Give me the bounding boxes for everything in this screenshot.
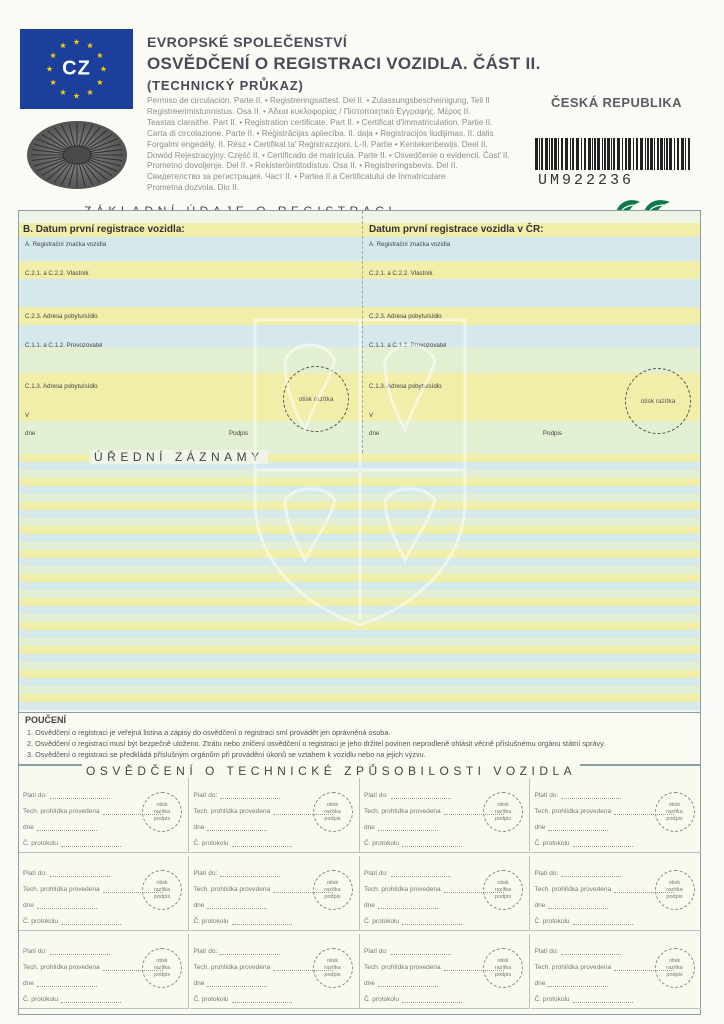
multilang-line: Prometno dovoljenje. Del II. • Rekisteröintitodistus. Osa II. • Registreringsbevis. Del II. [147,161,458,171]
stamp-area: otisk razítka [283,366,349,432]
instruction-item: 1. Osvědčení o registraci je veřejná listina a zápisy do osvědčení o registraci smí provádět jen oprávněná osoba. [27,728,391,737]
inspection-field-label: Č. protokolu [23,996,121,1003]
inspection-field-label: Tech. prohlídka provedena [364,808,504,815]
inspection-cell [360,778,530,853]
signature-label: Podpis [543,430,562,437]
multilang-line: Prometna dozvola. Dio II. [147,183,239,193]
inspection-cell [360,856,530,931]
first-registration-date-label: B. Datum první registrace vozidla: [23,224,185,235]
inspection-cell [531,778,701,853]
inspection-field-label: Č. protokolu [194,996,292,1003]
stamp-area: otisk razítka podpis [142,948,182,988]
inspection-field-label: Platí do: [535,870,622,877]
inspection-cell [531,856,701,931]
records-section-title: ÚŘEDNÍ ZÁZNAMY [90,450,268,464]
plate-label: A. Registrační značka vozidla [25,241,107,248]
inspection-field-label: Tech. prohlídka provedena [194,964,334,971]
plate-label: A. Registrační značka vozidla [369,241,451,248]
date-label: dne [369,430,380,437]
multilang-line: Permiso de circulación. Parte II. • Registreringsattest. Del II. • Zulassungsbescheinigung, Teil II [147,96,490,105]
serial-number: UM922236 [538,172,635,189]
stamp-area: otisk razítka podpis [483,870,523,910]
inspection-field-label: Tech. prohlídka provedena [364,964,504,971]
inspection-field-label: Tech. prohlídka provedena [364,886,504,893]
operator-label: C.1.1. a C.1.2. Provozovatel [25,342,103,349]
inspection-field-label: dne [23,902,97,909]
multilang-line: Forgalmi engedély. II. Rész • Ċertifikat ta' Reġistrazzjoni. L-II. Partie • Kentekenbewijs. Deel II. [147,139,488,149]
signature-label: Podpis [229,430,248,437]
eu-star-icon [50,79,56,85]
stamp-area: otisk razítka podpis [655,792,695,832]
date-label: dne [25,430,36,437]
inspection-cell [190,856,360,931]
country-code: CZ [62,57,91,80]
inspection-cell [360,934,530,1009]
owner-label: C.2.1. a C.2.2. Vlastník [369,270,433,277]
inspection-field-label: dne [194,824,268,831]
inspection-field-label: dne [194,980,268,987]
inspection-field-label: dne [535,980,609,987]
eu-star-icon [87,42,93,48]
inspection-field-label: Platí do: [364,948,451,955]
inspection-field-label: Č. protokolu [535,918,633,925]
place-label: V [369,412,374,419]
eu-star-icon [60,89,66,95]
inspection-cell [190,934,360,1009]
country-name: ČESKÁ REPUBLIKA [551,95,682,110]
inspection-cell [19,934,189,1009]
stamp-area: otisk razítka podpis [142,870,182,910]
inspection-field-label: Tech. prohlídka provedena [194,808,334,815]
eu-star-icon [73,93,79,99]
stamp-area: otisk razítka podpis [313,792,353,832]
inspection-field-label: dne [364,824,438,831]
stamp-area: otisk razítka [625,368,691,434]
inspection-field-label: dne [535,902,609,909]
inspection-field-label: Platí do: [23,870,110,877]
inspection-field-label: dne [364,980,438,987]
title-line-2: OSVĚDČENÍ O REGISTRACI VOZIDLA. ČÁST II. [147,54,541,73]
inspection-field-label: Platí do: [194,870,281,877]
first-cz-registration-date-label: Datum první registrace vozidla v ČR: [369,224,544,235]
inspection-field-label: Platí do: [23,948,110,955]
stamp-area: otisk razítka podpis [142,792,182,832]
inspection-field-label: Tech. prohlídka provedena [23,886,163,893]
instructions-title: POUČENÍ [25,715,67,725]
owner-address-label: C.2.3. Adresa pobytu/sídlo [25,313,98,320]
eu-star-icon [50,52,56,58]
eu-star-icon [97,79,103,85]
multilang-line: Registreerimistunnistus. Osa II. • Άδεια κυκλοφορίας / Πιστοποιητικό Εγγραφής. Μέρος ΙΙ. [147,106,471,116]
inspection-field-label: Č. protokolu [535,996,633,1003]
inspection-field-label: dne [364,902,438,909]
inspection-field-label: Platí do: [535,948,622,955]
inspection-field-label: Tech. prohlídka provedena [535,808,675,815]
inspection-field-label: Platí do: [23,792,110,799]
inspection-field-label: Platí do: [535,792,622,799]
inspection-field-label: Č. protokolu [194,918,292,925]
place-label: V [25,412,30,419]
instruction-item: 3. Osvědčení o registraci se předkládá příslušným orgánům při provádění úkonů se vztahem k vozidlu nebo na jejich výzvu. [27,750,426,759]
operator-address-label: C.1.3. Adresa pobytu/sídlo [25,383,98,390]
inspection-field-label: dne [23,824,97,831]
inspection-field-label: Platí do: [194,792,281,799]
inspection-field-label: Tech. prohlídka provedena [23,964,163,971]
owner-address-label: C.2.3. Adresa pobytu/sídlo [369,313,442,320]
tech-section-title: OSVĚDČENÍ O TECHNICKÉ ZPŮSOBILOSTI VOZIDLA [82,764,580,778]
title-line-3: (TECHNICKÝ PRŮKAZ) [147,78,304,93]
inspection-field-label: Č. protokolu [364,996,462,1003]
inspection-field-label: Tech. prohlídka provedena [535,964,675,971]
inspection-field-label: Č. protokolu [364,918,462,925]
stamp-area: otisk razítka podpis [655,948,695,988]
operator-address-label: C.1.3. Adresa pobytu/sídlo [369,383,442,390]
multilang-line: Свидетелство за регистрация. Част II. • Partea II a Certificatului de înmatriculare [147,172,446,182]
inspection-cell [19,778,189,853]
multilang-line: Carta di circolazione. Parte II. • Reģistrācijas apliecība. II. daļa • Registracijos liudijimas. II. dalis [147,128,494,138]
inspection-field-label: Č. protokolu [364,840,462,847]
inspection-field-label: Tech. prohlídka provedena [535,886,675,893]
instructions-box [18,712,701,765]
inspection-field-label: Č. protokolu [23,918,121,925]
inspection-field-label: Platí do: [364,792,451,799]
inspection-cell [190,778,360,853]
eu-star-icon [87,89,93,95]
stamp-area: otisk razítka podpis [313,948,353,988]
title-line-1: EVROPSKÉ SPOLEČENSTVÍ [147,34,348,50]
inspection-field-label: Tech. prohlídka provedena [23,808,163,815]
eu-star-icon [46,66,52,72]
eu-star-icon [73,39,79,45]
operator-label: C.1.1. a C.1.2. Provozovatel [369,342,447,349]
inspection-field-label: Č. protokolu [535,840,633,847]
stamp-area: otisk razítka podpis [655,870,695,910]
eu-star-icon [97,52,103,58]
multilang-line: Dowód Rejestracyjny. Część II. • Certificado de matrícula. Parte II. • Osvedčenie o evidencii. Časť II. [147,150,510,160]
stamp-area: otisk razítka podpis [313,870,353,910]
inspection-field-label: dne [535,824,609,831]
stamp-area: otisk razítka podpis [483,792,523,832]
inspection-field-label: Tech. prohlídka provedena [194,886,334,893]
owner-label: C.2.1. a C.2.2. Vlastník [25,270,89,277]
barcode-icon [533,138,693,170]
technical-fitness-box [18,765,701,1015]
eu-flag [20,29,133,109]
eu-star-icon [60,42,66,48]
multilingual-title-list [147,96,527,194]
multilang-line: Teastas claraithe. Part II. • Registration certificate. Part II. • Certificat d'immatriculation. Partie II. [147,117,493,127]
inspection-field-label: dne [23,980,97,987]
instruction-item: 2. Osvědčení o registraci musí být bezpečně uloženo. Ztrátu nebo zničení osvědčení o registraci je jeho držitel povinen neprodleně ohlásit věcně příslušnému orgánu státní správy. [27,739,606,748]
coat-of-arms-watermark-icon [235,300,485,630]
inspection-field-label: Platí do: [194,948,281,955]
hologram-seal-icon [27,121,127,189]
eu-star-icon [100,66,106,72]
inspection-field-label: Č. protokolu [194,840,292,847]
inspection-cell [531,934,701,1009]
inspection-cell [19,856,189,931]
inspection-field-label: Platí do: [364,870,451,877]
inspection-field-label: dne [194,902,268,909]
inspection-field-label: Č. protokolu [23,840,121,847]
stamp-area: otisk razítka podpis [483,948,523,988]
